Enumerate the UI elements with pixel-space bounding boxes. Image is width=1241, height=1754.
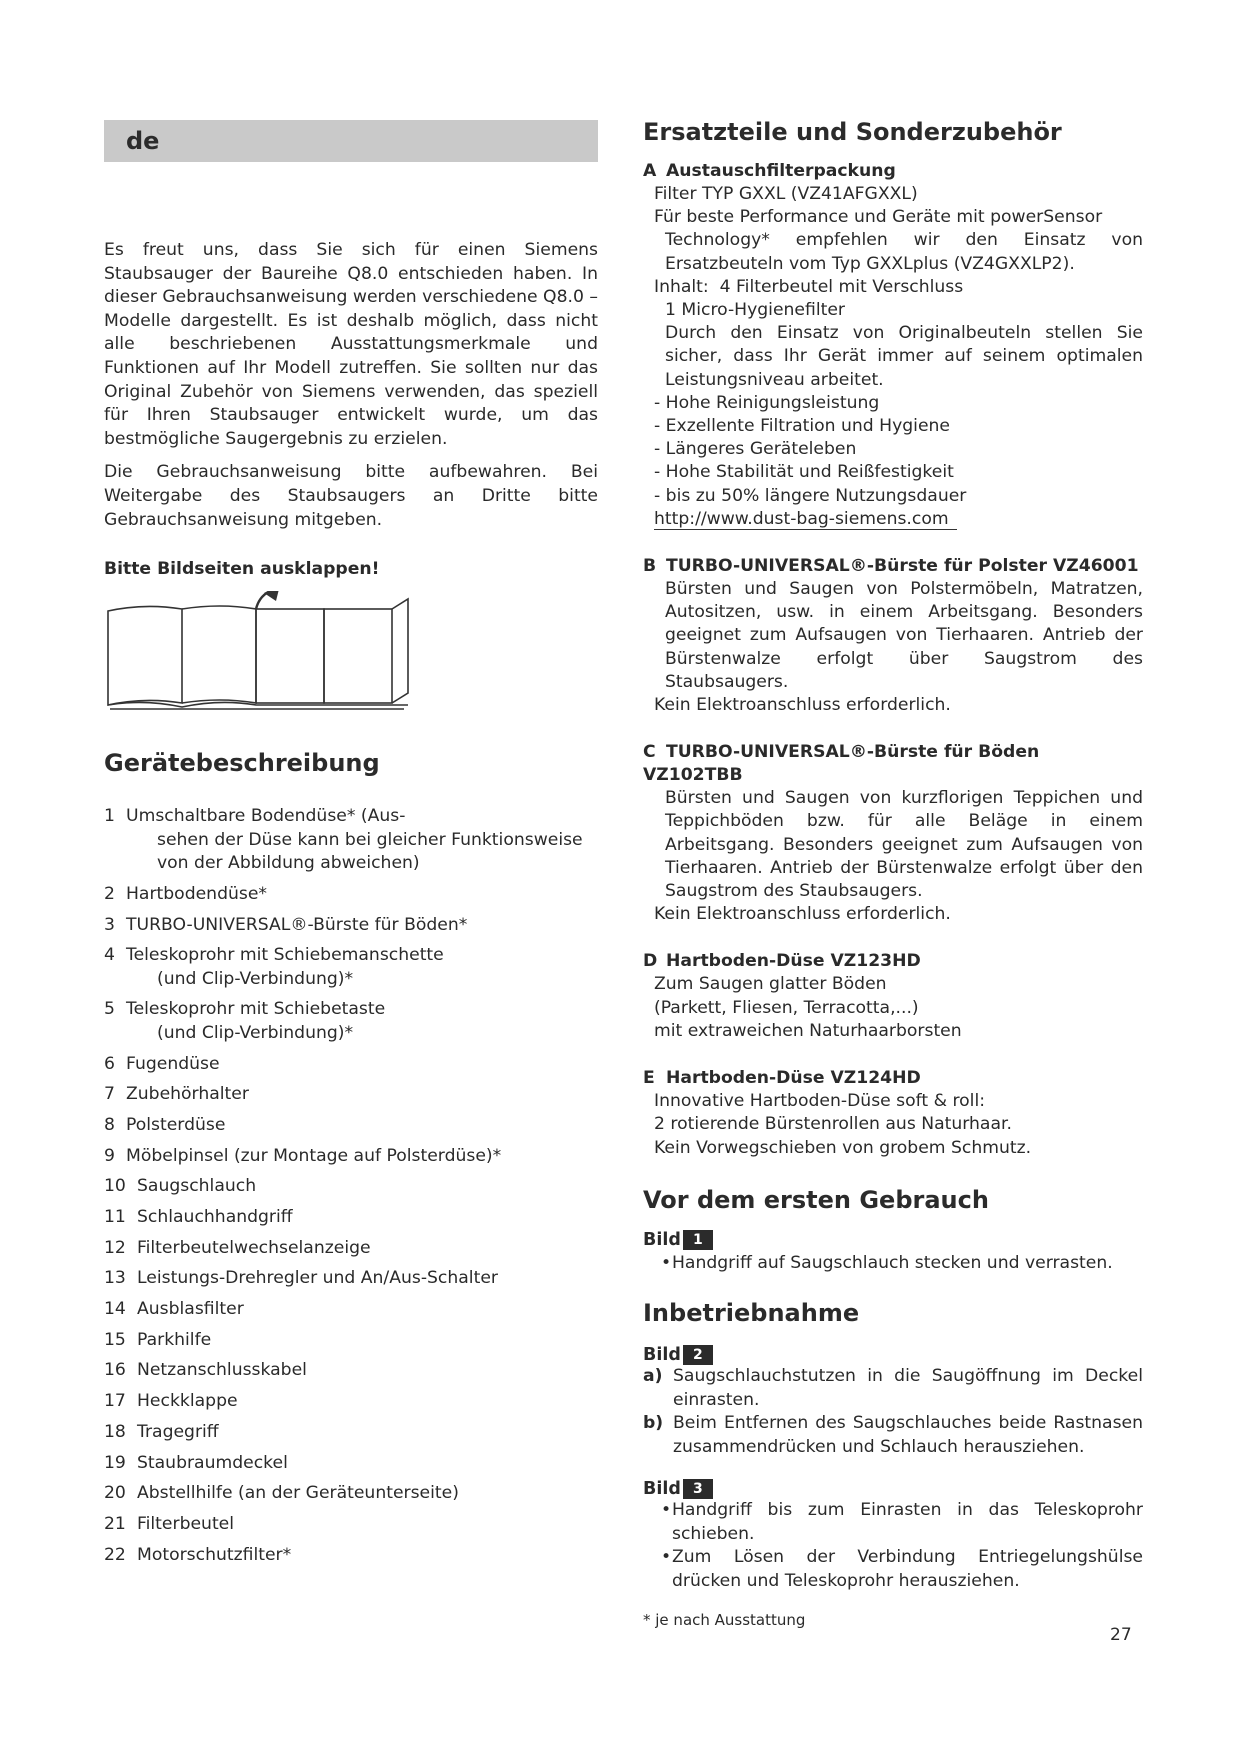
list-item: 11 Schlauchhandgriff	[104, 1207, 293, 1227]
first-use-step: • Handgriff auf Saugschlauch stecken und verrasten.	[661, 1252, 1113, 1273]
accessory-b	[643, 555, 1143, 717]
list-item: 16 Netzanschlusskabel	[104, 1360, 307, 1381]
accessory-b-note: Kein Elektroanschluss erforderlich.	[654, 695, 951, 716]
list-item: 9 Möbelpinsel (zur Montage auf Polsterdüse)*	[104, 1145, 502, 1166]
performance-note-2: Technology* empfehlen wir den Einsatz von Ersatzbeuteln vom Typ GXXLplus (VZ4GXXLP2).	[665, 230, 1143, 274]
startup-step-b: b) Beim Entfernen des Saugschlauches beide Rastnasen zusammendrücken und Schlauch herausziehen.	[643, 1413, 1143, 1457]
first-use-heading: Vor dem ersten Gebrauch	[643, 1185, 989, 1214]
startup-step-a: a) Saugschlauchstutzen in die Saugöffnung im Deckel einrasten.	[643, 1366, 1143, 1410]
accessory-b-body: Bürsten und Saugen von Polstermöbeln, Matratzen, Autositzen, usw. in einem Arbeitsgang. Besonders geeignet zum Aufsaugen von Tierhaaren. Antrieb der Bürstenwalze erfolgt über Saugstrom des Staubsaugers.	[665, 579, 1143, 692]
accessory-e: E Hartboden-Düse VZ124HD Innovative Hartboden-Düse soft & roll: 2 rotierende Bürstenrollen aus Naturhaar. Kein Vorwegschieben von grobem Schmutz.	[643, 1067, 1143, 1160]
benefit-item: - Hohe Stabilität und Reißfestigkeit	[654, 462, 954, 483]
list-item: 17 Heckklappe	[104, 1391, 238, 1412]
accessory-c-title: C TURBO-UNIVERSAL®-Bürste für Böden VZ102TBB	[643, 742, 1040, 786]
accessory-a-title: A Austauschfilterpackung	[643, 161, 896, 181]
figure-number-badge: 1	[683, 1230, 713, 1250]
filter-type: Filter TYP GXXL (VZ41AFGXXL)	[654, 184, 918, 204]
parts-list	[104, 805, 598, 1567]
list-item: 15 Parkhilfe	[104, 1329, 212, 1350]
accessory-d: D Hartboden-Düse VZ123HD Zum Saugen glatter Böden (Parkett, Fliesen, Terracotta,...) mit extraweichen Naturhaarborsten	[643, 950, 1143, 1043]
list-item: 8 Polsterdüse	[104, 1114, 226, 1135]
figure-number-badge: 2	[683, 1345, 713, 1365]
startup-bullet: • Handgriff bis zum Einrasten in das Teleskoprohr schieben.	[661, 1500, 1143, 1544]
intro-section	[104, 239, 598, 579]
accessory-e-title: E Hartboden-Düse VZ124HD	[643, 1068, 921, 1089]
benefit-item: - Längeres Geräteleben	[654, 439, 857, 460]
original-bags-note: Durch den Einsatz von Originalbeuteln stellen Sie sicher, dass Ihr Gerät immer auf seinem optimalen Leistungsniveau arbeitet.	[665, 323, 1143, 390]
micro-filter: 1 Micro-Hygienefilter	[665, 300, 845, 321]
accessory-b-title: B TURBO-UNIVERSAL®-Bürste für Polster VZ46001	[643, 556, 1139, 577]
dust-bag-link[interactable]: http://www.dust-bag-siemens.com	[654, 509, 957, 530]
list-item: 18 Tragegriff	[104, 1421, 219, 1442]
list-item: 6 Fugendüse	[104, 1053, 220, 1074]
list-item: 14 Ausblasfilter	[104, 1299, 244, 1320]
list-item: 2 Hartbodendüse*	[104, 883, 267, 904]
figure-reference-1: Bild 1	[643, 1230, 1143, 1250]
intro-paragraph-2: Die Gebrauchsanweisung bitte aufbewahren. Bei Weitergabe des Staubsaugers an Dritte bitte Gebrauchsanweisung mitgeben.	[104, 462, 598, 530]
benefit-item: - bis zu 50% längere Nutzungsdauer	[654, 485, 967, 506]
startup-heading: Inbetriebnahme	[643, 1299, 860, 1328]
figure-reference-2: Bild 2	[643, 1345, 1143, 1365]
device-description-heading: Gerätebeschreibung	[104, 749, 380, 778]
accessory-c-body: Bürsten und Saugen von kurzflorigen Teppichen und Teppichböden bzw. für alle Beläge in einem Arbeitsgang. Besonders geeignet zum Aufsaugen von Tierhaaren. Antrieb der Bürstenwalze erfolgt über den Saugstrom des Staubsaugers.	[665, 788, 1143, 902]
left-column	[104, 120, 598, 1574]
accessory-d-title: D Hartboden-Düse VZ123HD	[643, 951, 921, 972]
list-item: 19 Staubraumdeckel	[104, 1452, 288, 1473]
list-item: 3 TURBO-UNIVERSAL®-Bürste für Böden*	[104, 914, 468, 935]
list-item: 20 Abstellhilfe (an der Geräteunterseite)	[104, 1483, 459, 1504]
list-item: 7 Zubehörhalter	[104, 1084, 249, 1105]
list-item: 21 Filterbeutel	[104, 1513, 235, 1534]
figure-reference-3: Bild 3	[643, 1479, 1143, 1499]
footnote: * je nach Ausstattung	[643, 1611, 806, 1629]
list-item: 1 Umschaltbare Bodendüse* (Aus- sehen der Düse kann bei gleicher Funktionsweise von der Abbildung abweichen)	[104, 806, 583, 874]
accessory-c	[643, 741, 1143, 926]
accessories-heading: Ersatzteile und Sonderzubehör	[643, 118, 1062, 146]
language-tag: de	[104, 120, 598, 162]
list-item: 13 Leistungs-Drehregler und An/Aus-Schalter	[104, 1268, 498, 1289]
performance-note: Für beste Performance und Geräte mit powerSensor	[654, 207, 1103, 228]
list-item: 12 Filterbeutelwechselanzeige	[104, 1237, 371, 1258]
list-item: 10 Saugschlauch	[104, 1176, 257, 1197]
benefit-item: - Exzellente Filtration und Hygiene	[654, 416, 950, 437]
startup-bullet: • Zum Lösen der Verbindung Entriegelungshülse drücken und Teleskoprohr herausziehen.	[661, 1547, 1143, 1591]
book-fold-icon	[104, 591, 414, 719]
right-column	[643, 118, 1143, 1593]
list-item: 4 Teleskoprohr mit Schiebemanschette (und Clip-Verbindung)*	[104, 945, 444, 989]
fold-out-pages-illustration	[104, 591, 598, 723]
intro-paragraph-1: Es freut uns, dass Sie sich für einen Siemens Staubsauger der Baureihe Q8.0 entschieden haben. In dieser Gebrauchsanweisung werden verschiedene Q8.0 – Modelle dargestellt. Es ist deshalb möglich, dass nicht alle beschriebenen Ausstattungsmerkmale und Funktionen auf Ihr Modell zutreffen. Sie sollten nur das Original Zubehör von Siemens verwenden, das speziell für Ihren Staubsauger entwickelt wurde, um das bestmögliche Saugergebnis zu erzielen.	[104, 240, 598, 449]
accessory-c-note: Kein Elektroanschluss erforderlich.	[654, 904, 951, 925]
list-item: 5 Teleskoprohr mit Schiebetaste (und Clip-Verbindung)*	[104, 999, 386, 1043]
fold-note: Bitte Bildseiten ausklappen!	[104, 559, 380, 580]
list-item: 22 Motorschutzfilter*	[104, 1544, 292, 1565]
content-line: Inhalt: 4 Filterbeutel mit Verschluss	[654, 276, 964, 297]
benefit-item: - Hohe Reinigungsleistung	[654, 392, 880, 413]
figure-number-badge: 3	[683, 1479, 713, 1499]
page-number: 27	[1110, 1625, 1132, 1645]
accessory-a	[643, 160, 1143, 531]
